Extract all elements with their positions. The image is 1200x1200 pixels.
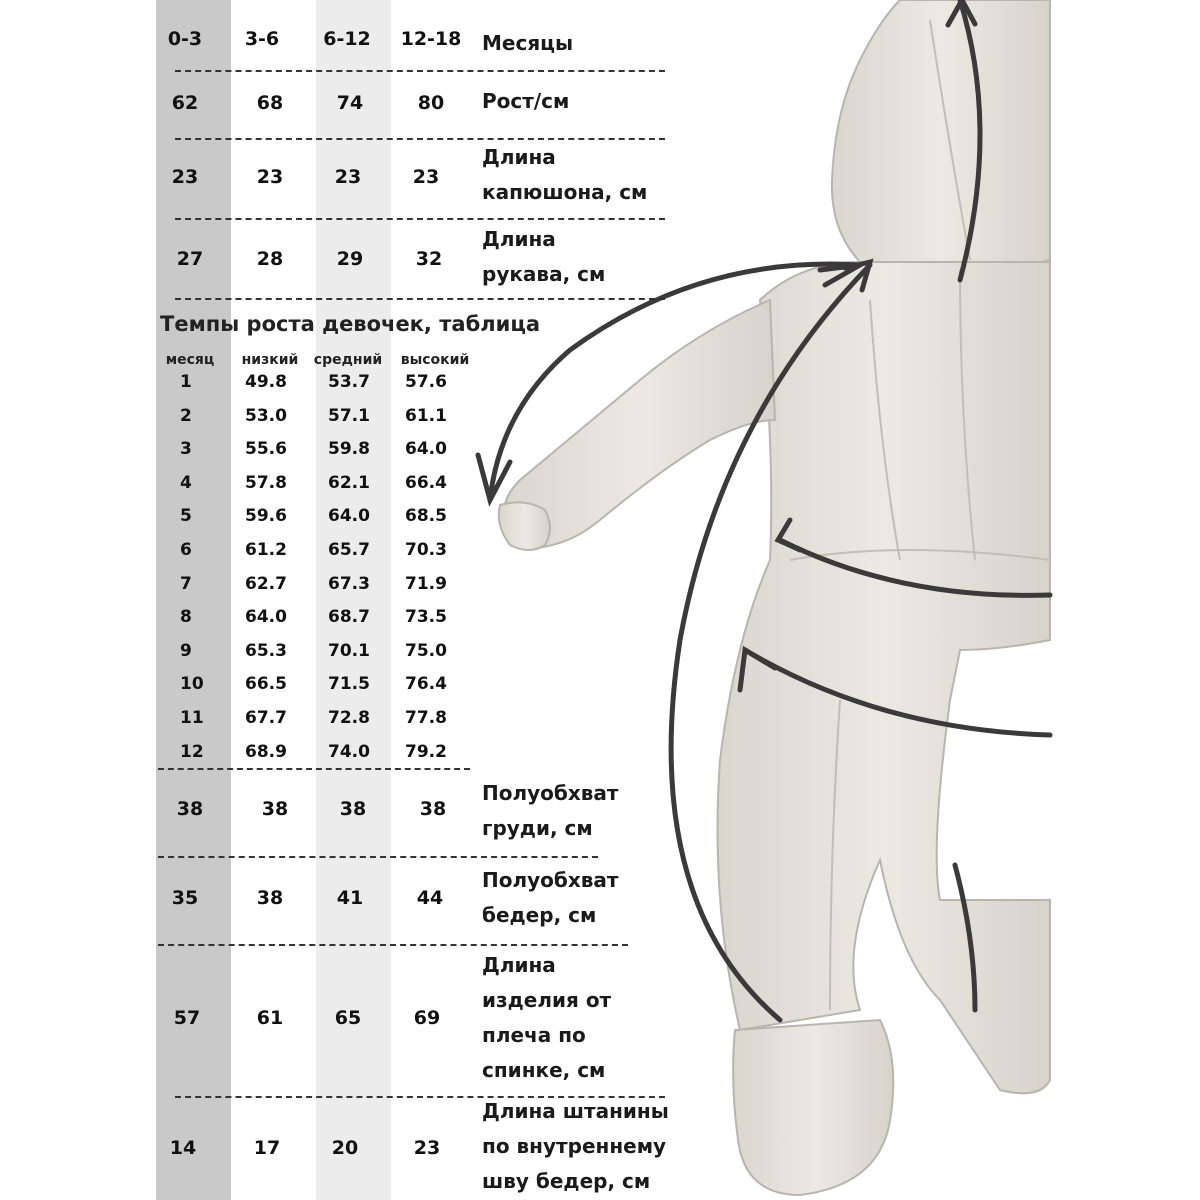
row-divider [158, 944, 628, 946]
inseam-12-18: 23 [413, 1137, 441, 1159]
growth-low-cell: 64.0 [245, 607, 287, 628]
growth-high-cell: 70.3 [405, 540, 447, 560]
hips-0-3: 35 [171, 887, 199, 909]
hips-label: Полуобхват бедер, см [482, 868, 619, 927]
sleeve-length-12-18: 32 [415, 248, 443, 270]
growth-mid-cell: 68.7 [328, 607, 370, 628]
growth-high-cell: 68.5 [405, 506, 447, 527]
growth-mid-cell: 65.7 [328, 540, 370, 560]
hood-length-3-6: 23 [256, 166, 284, 188]
inseam-0-3: 14 [169, 1137, 197, 1159]
growth-header-low: низкий [241, 352, 299, 368]
growth-mid-cell: 71.5 [328, 674, 370, 695]
growth-header-mid: средний [313, 352, 383, 368]
size-col-header-0-3: 0-3 [167, 28, 203, 50]
growth-low-cell: 68.9 [245, 741, 287, 762]
hood-length-0-3: 23 [171, 166, 199, 188]
hood-length-6-12: 23 [334, 166, 362, 188]
row-divider [158, 856, 598, 858]
growth-mid-cell: 72.8 [328, 708, 370, 728]
growth-low-cell: 62.7 [245, 573, 287, 594]
length-12-18: 69 [413, 1007, 441, 1029]
growth-mid-cell: 57.1 [328, 405, 370, 426]
growth-mid-cell: 62.1 [328, 472, 370, 493]
growth-high-cell: 76.4 [405, 674, 447, 695]
size-header-label: Месяцы [482, 31, 574, 55]
height-6-12: 74 [336, 92, 364, 114]
row-divider [158, 768, 470, 770]
growth-mid-cell: 59.8 [328, 439, 370, 460]
growth-month-cell: 7 [180, 573, 192, 594]
growth-month-cell: 5 [180, 506, 192, 527]
growth-mid-cell: 70.1 [328, 640, 370, 661]
growth-low-cell: 57.8 [245, 472, 287, 493]
growth-month-cell: 8 [180, 607, 192, 628]
growth-mid-cell: 67.3 [328, 573, 370, 594]
hips-12-18: 44 [416, 887, 444, 909]
growth-high-cell: 57.6 [405, 372, 447, 392]
growth-low-cell: 65.3 [245, 640, 287, 661]
growth-low-cell: 61.2 [245, 540, 287, 560]
growth-month-cell: 12 [180, 741, 204, 762]
height-label: Рост/см [482, 89, 570, 113]
growth-low-cell: 53.0 [245, 405, 287, 426]
row-divider [175, 218, 665, 220]
sleeve-length-label: Длина рукава, см [482, 227, 606, 286]
growth-table-title: Темпы роста девочек, таблица [160, 312, 541, 336]
growth-low-cell: 49.8 [245, 372, 287, 392]
growth-high-cell: 71.9 [405, 573, 447, 594]
growth-header-high: высокий [400, 352, 470, 368]
sleeve-length-6-12: 29 [336, 248, 364, 270]
growth-high-cell: 61.1 [405, 405, 447, 426]
growth-low-cell: 66.5 [245, 674, 287, 695]
growth-month-cell: 4 [180, 472, 192, 493]
size-col-header-12-18: 12-18 [400, 28, 462, 50]
growth-high-cell: 77.8 [405, 708, 447, 728]
row-divider [175, 70, 665, 72]
length-6-12: 65 [334, 1007, 362, 1029]
growth-month-cell: 10 [180, 674, 204, 695]
height-3-6: 68 [256, 92, 284, 114]
growth-month-cell: 9 [180, 640, 192, 661]
inseam-6-12: 20 [331, 1137, 359, 1159]
length-0-3: 57 [173, 1007, 201, 1029]
growth-low-cell: 67.7 [245, 708, 287, 728]
chest-label: Полуобхват груди, см [482, 781, 619, 840]
growth-month-cell: 11 [180, 708, 204, 728]
row-divider [175, 298, 665, 300]
chest-3-6: 38 [261, 798, 289, 820]
growth-mid-cell: 74.0 [328, 741, 370, 762]
growth-high-cell: 73.5 [405, 607, 447, 628]
chest-12-18: 38 [419, 798, 447, 820]
hood-length-label: Длина капюшона, см [482, 145, 648, 204]
size-col-header-3-6: 3-6 [244, 28, 280, 50]
growth-header-month: месяц [165, 352, 215, 368]
inseam-label: Длина штанины по внутреннему шву бедер, см [482, 1099, 669, 1193]
inseam-3-6: 17 [253, 1137, 281, 1159]
growth-high-cell: 66.4 [405, 472, 447, 493]
hips-3-6: 38 [256, 887, 284, 909]
length-label: Длина изделия от плеча по спинке, см [482, 953, 612, 1082]
growth-high-cell: 75.0 [405, 640, 447, 661]
growth-low-cell: 55.6 [245, 439, 287, 460]
sleeve-length-0-3: 27 [176, 248, 204, 270]
hips-6-12: 41 [336, 887, 364, 909]
growth-month-cell: 1 [180, 372, 192, 392]
height-0-3: 62 [171, 92, 199, 114]
size-col-header-6-12: 6-12 [323, 28, 371, 50]
growth-month-cell: 6 [180, 540, 192, 560]
growth-low-cell: 59.6 [245, 506, 287, 527]
height-12-18: 80 [417, 92, 445, 114]
chest-6-12: 38 [339, 798, 367, 820]
hood-length-12-18: 23 [412, 166, 440, 188]
length-3-6: 61 [256, 1007, 284, 1029]
growth-month-cell: 2 [180, 405, 192, 426]
chest-0-3: 38 [176, 798, 204, 820]
growth-mid-cell: 53.7 [328, 372, 370, 392]
growth-high-cell: 64.0 [405, 439, 447, 460]
sleeve-length-3-6: 28 [256, 248, 284, 270]
growth-high-cell: 79.2 [405, 741, 447, 762]
growth-month-cell: 3 [180, 439, 192, 460]
growth-mid-cell: 64.0 [328, 506, 370, 527]
